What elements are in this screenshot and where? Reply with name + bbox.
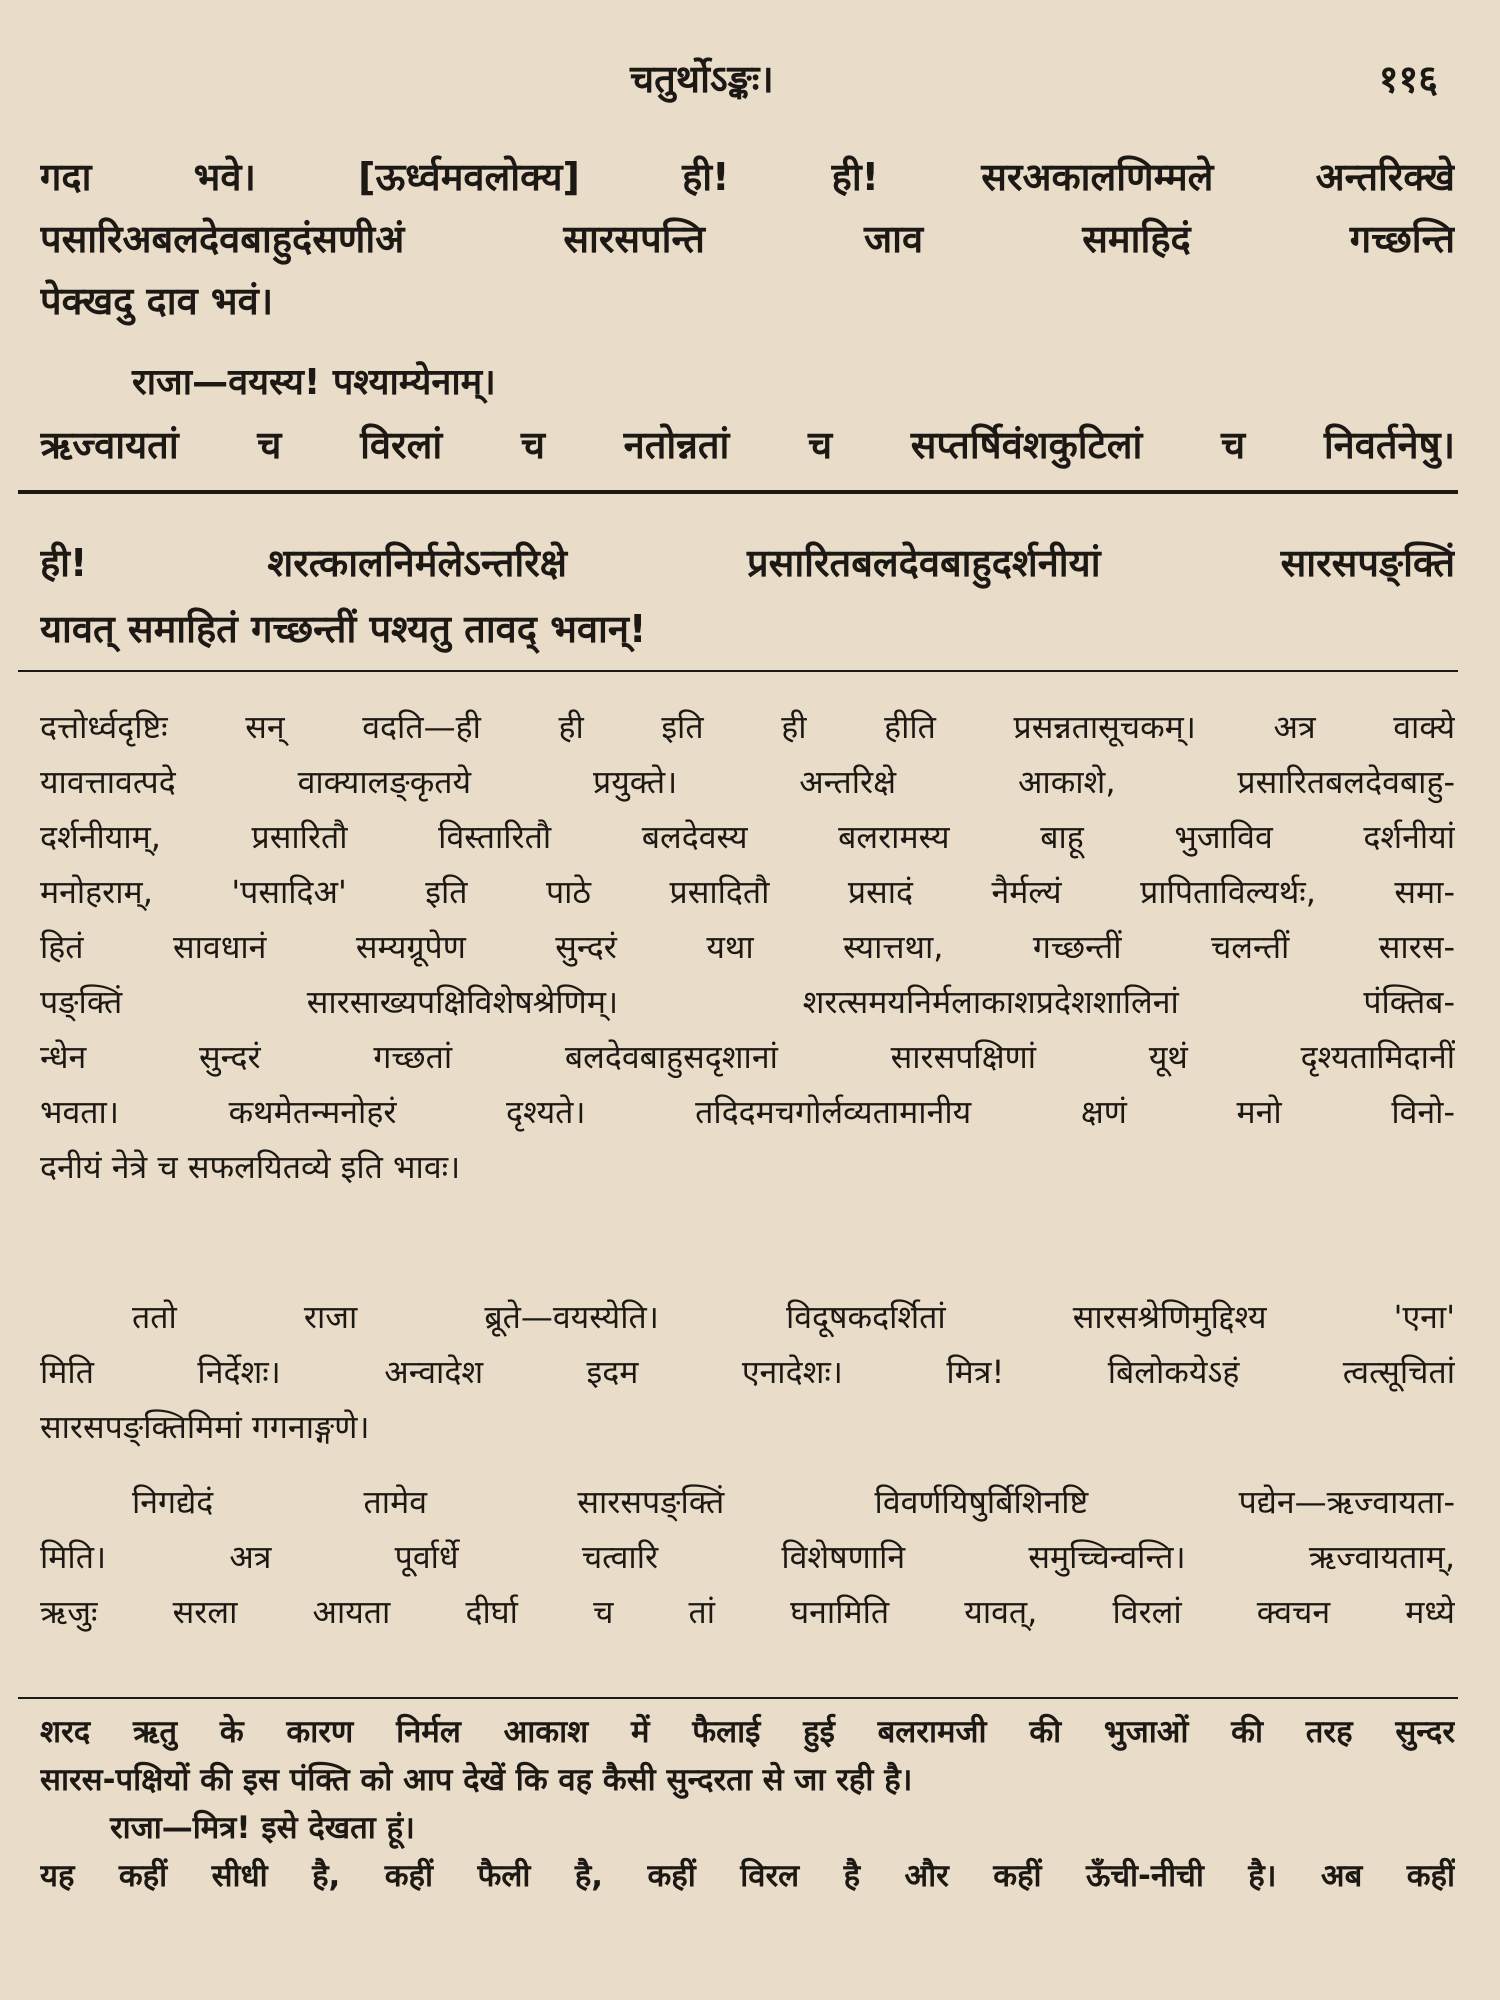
text-line: पसारिअबलदेवबाहुदंसणीअं सारसपन्ति जाव समाहिदं गच्छन्ति	[40, 217, 1455, 261]
text-line: यावत्तावत्पदे वाक्यालङ्कृतये प्रयुक्ते। अन्तरिक्षे आकाशे, प्रसारितबलदेवबाहु-	[40, 763, 1455, 801]
text-line: शरद ऋतु के कारण निर्मल आकाश में फैलाई हुई बलरामजी की भुजाओं की तरह सुन्दर	[40, 1714, 1455, 1750]
text-line: ही! शरत्कालनिर्मलेऽन्तरिक्षे प्रसारितबलदेवबाहुदर्शनीयां सारसपङ्क्तिं	[40, 541, 1455, 585]
commentary-paragraph	[40, 700, 1455, 1195]
text-line: यावत् समाहितं गच्छन्तीं पश्यतु तावद् भवान्!	[40, 607, 647, 651]
hindi-translation	[40, 1708, 1455, 1900]
text-line: सारसपङ्क्तिमिमां गगनाङ्गणे।	[40, 1408, 370, 1446]
text-line: राजा—वयस्य! पश्याम्येनाम्।	[132, 362, 496, 403]
text-line: यह कहीं सीधी है, कहीं फैली है, कहीं विरल है और कहीं ऊँची-नीची है। अब कहीं	[40, 1858, 1455, 1894]
text-line: मनोहराम्, 'पसादिअ' इति पाठे प्रसादितौ प्रसादं नैर्मल्यं प्रापिताविल्यर्थः, समा-	[40, 873, 1455, 911]
section-divider	[18, 670, 1458, 672]
commentary-paragraph	[40, 1475, 1455, 1640]
text-line: मिति। अत्र पूर्वार्धे चत्वारि विशेषणानि समुच्चिन्वन्ति। ऋज्वायताम्,	[40, 1538, 1455, 1576]
text-line: ततो राजा ब्रूते—वयस्येति। विदूषकदर्शितां सारसश्रेणिमुद्दिश्य 'एना'	[132, 1298, 1455, 1336]
page-header	[0, 52, 1500, 112]
text-line: दर्शनीयाम्, प्रसारितौ विस्तारितौ बलदेवस्य बलरामस्य बाहू भुजाविव दर्शनीयां	[40, 818, 1455, 856]
verse-line	[40, 416, 1455, 474]
text-line: ऋज्वायतां च विरलां च नतोन्नतां च सप्तर्षिवंशकुटिलां च निवर्तनेषु।	[40, 423, 1455, 467]
text-line: पेक्खदु दाव भवं।	[40, 279, 274, 323]
text-line: दनीयं नेत्रे च सफलयितव्ये इति भावः।	[40, 1148, 461, 1186]
text-line: पङ्क्तिं सारसाख्यपक्षिविशेषश्रेणिम्। शरत्समयनिर्मलाकाशप्रदेशशालिनां पंक्तिब-	[40, 983, 1455, 1021]
page-number: ११६	[1378, 57, 1438, 101]
text-line: राजा—मित्र! इसे देखता हूं।	[110, 1810, 415, 1846]
section-divider	[18, 490, 1458, 494]
text-line: गदा भवे। [ऊर्ध्वमवलोक्य] ही! ही! सरअकालणिम्मले अन्तरिक्खे	[40, 155, 1455, 199]
text-line: मिति निर्देशः। अन्वादेश इदम एनादेशः। मित्र! बिलोकयेऽहं त्वत्सूचितां	[40, 1353, 1455, 1391]
running-head: चतुर्थोऽङ्कः।	[630, 57, 774, 101]
section-divider	[18, 1697, 1458, 1699]
text-line: भवता। कथमेतन्मनोहरं दृश्यते। तदिदमचगोर्लव्यतामानीय क्षणं मनो विनो-	[40, 1093, 1455, 1131]
text-line: सारस-पक्षियों की इस पंक्ति को आप देखें कि वह कैसी सुन्दरता से जा रही है।	[40, 1762, 913, 1798]
raja-dialogue	[40, 358, 1455, 408]
text-line: निगद्येदं तामेव सारसपङ्क्तिं विवर्णयिषुर्बिशिनष्टि पद्येन—ऋज्वायता-	[132, 1483, 1455, 1521]
text-line: दत्तोर्ध्वदृष्टिः सन् वदति—ही ही इति ही हीति प्रसन्नतासूचकम्। अत्र वाक्ये	[40, 708, 1455, 746]
text-line: न्धेन सुन्दरं गच्छतां बलदेवबाहुसदृशानां सारसपक्षिणां यूथं दृश्यतामिदानीं	[40, 1038, 1455, 1076]
text-line: हितं सावधानं सम्यग्रूपेण सुन्दरं यथा स्यात्तथा, गच्छन्तीं चलन्तीं सारस-	[40, 928, 1455, 966]
sanskrit-chhaya	[40, 530, 1455, 662]
commentary-paragraph	[40, 1290, 1455, 1455]
text-line: ऋजुः सरला आयता दीर्घा च तां घनामिति यावत्, विरलां क्वचन मध्ये	[40, 1593, 1455, 1631]
prakrit-text	[40, 146, 1455, 332]
